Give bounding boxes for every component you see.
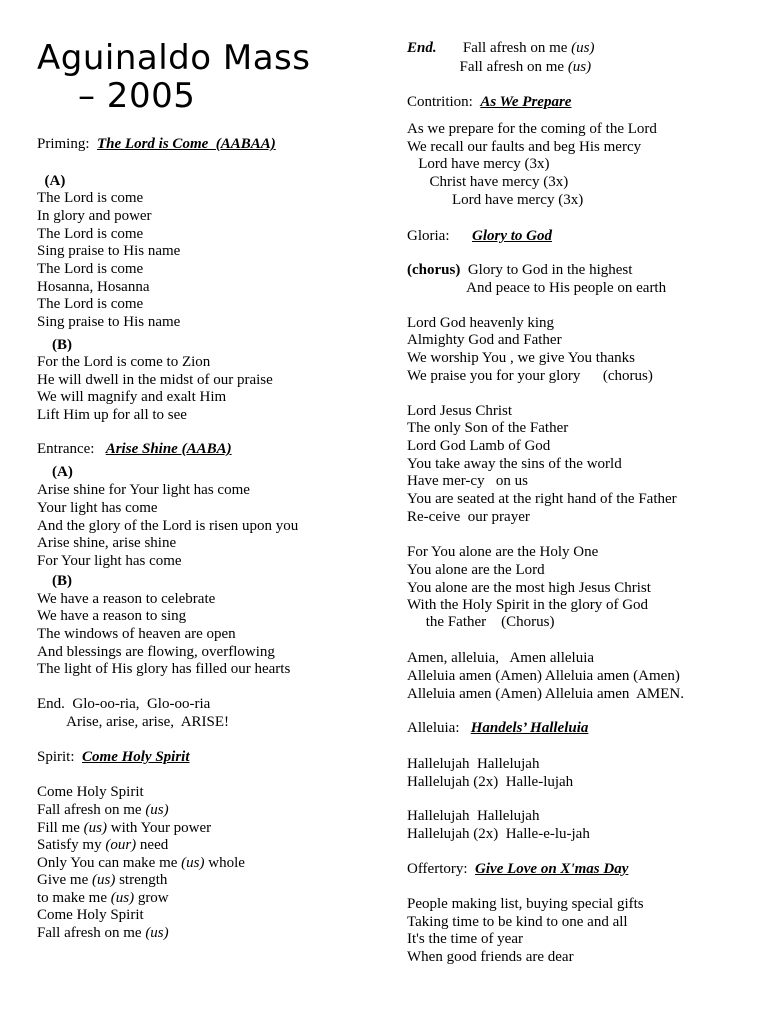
text-line [407,420,568,437]
text-span: (us) [571,40,595,56]
text-span: When good friends are dear [407,949,574,965]
text-span: (chorus) [407,262,461,278]
text-span: Spirit: [37,749,83,765]
text-line [407,280,666,297]
section-heading: Arise Shine (AABA) [105,441,232,457]
text-span: whole [204,855,245,871]
text-line [407,262,632,279]
text-line [37,872,167,889]
text-span: Offertory: [407,861,476,877]
text-line [37,296,143,313]
text-span: Taking time to be kind to one and all [407,914,628,930]
text-line [407,192,583,209]
text-line [407,473,528,490]
text-span: (our) [105,837,137,853]
text-line [407,686,684,703]
text-line [37,261,143,278]
text-line [407,121,657,138]
text-span: (us) [145,925,169,941]
text-span: For the Lord is come to Zion [37,354,211,370]
text-span: For Your light has come [37,553,182,569]
text-line [407,438,550,455]
text-span: As we prepare for the coming of the Lord [407,121,657,137]
text-line [407,597,648,614]
text-line [407,826,590,843]
text-line [37,372,273,389]
text-line [37,553,182,570]
text-span: Only You can make me [37,855,182,871]
text-span: need [136,837,169,853]
text-line [407,896,644,913]
text-span: The only Son of the Father [407,420,569,436]
text-span: You take away the sins of the world [407,456,622,472]
text-span: Your light has come [37,500,158,516]
text-span: Fall afresh on me [37,802,146,818]
text-line [407,614,554,631]
text-line [37,925,169,942]
text-span: We worship You , we give You thanks [407,350,635,366]
text-line [37,441,232,458]
text-line [37,573,72,590]
text-line [37,482,250,499]
text-span: The Lord is come [37,261,144,277]
text-line [37,354,210,371]
text-span: (us) [181,855,205,871]
text-span: The Lord is come [37,226,144,242]
text-line [407,580,651,597]
text-span: The Lord is come [37,190,144,206]
text-line [407,720,588,737]
text-line [37,749,190,766]
text-span: (us) [91,872,116,888]
text-span: (us) [110,890,135,906]
text-span: (A) [37,173,66,189]
text-line [407,861,628,878]
text-span: Fill me [37,820,84,836]
text-span: with Your power [107,820,212,836]
section-heading: Give Love on X'mas Day [475,861,629,877]
text-span: And blessings are flowing, overflowing [37,644,275,660]
text-span: And the glory of the Lord is risen upon you [37,518,299,534]
text-line [37,714,229,731]
text-span: Hallelujah Hallelujah [407,808,540,824]
text-line [407,491,677,508]
text-line [37,784,144,801]
text-line [37,591,215,608]
text-span: The Lord is come [37,296,144,312]
text-span: the Father (Chorus) [407,614,555,630]
text-line [37,407,187,424]
text-span: You alone are the most high Jesus Christ [407,580,651,596]
text-span: We praise you for your glory (chorus) [407,368,653,384]
text-span: For You alone are the Holy One [407,544,599,560]
text-line [407,774,573,791]
text-line [37,626,236,643]
text-span: You alone are the Lord [407,562,545,578]
text-line [37,226,143,243]
text-line [37,802,169,819]
text-span: Hosanna, Hosanna [37,279,150,295]
text-span: We have a reason to celebrate [37,591,216,607]
text-span: Sing praise to His name [37,243,181,259]
text-span: He will dwell in the midst of our praise [37,372,273,388]
text-span: Amen, alleluia, Amen alleluia [407,650,595,666]
text-line [407,332,562,349]
text-line [37,464,73,481]
text-span: Give me [37,872,92,888]
text-span: (us) [83,820,107,836]
text-span: Satisfy my [37,837,106,853]
text-line [407,544,598,561]
text-span: Almighty God and Father [407,332,562,348]
text-span: Hallelujah (2x) Halle-lujah [407,774,574,790]
text-span: Re-ceive our prayer [407,509,530,525]
text-line [407,756,539,773]
text-span: Entrance: [37,441,106,457]
text-line [37,696,210,713]
text-span: (B) [37,573,72,589]
text-span: Have mer-cy on us [407,473,528,489]
text-line [407,403,512,420]
text-line [407,94,571,111]
text-span: Lord have mercy (3x) [407,192,584,208]
text-span: Come Holy Spirit [37,907,144,923]
text-line [37,279,149,296]
text-span: And peace to His people on earth [407,280,667,296]
text-line [407,914,628,931]
text-span: End. Glo-oo-ria, Glo-oo-ria [37,696,211,712]
document-title-year: – 2005 [78,76,196,116]
text-line [407,174,568,191]
text-line [407,368,653,385]
text-span: Sing praise to His name [37,314,181,330]
text-span: Christ have mercy (3x) [407,174,569,190]
document-title: Aguinaldo Mass [37,38,311,78]
text-span: grow [134,890,169,906]
text-line [37,314,180,331]
section-heading: As We Prepare [480,94,572,110]
text-span: Lift Him up for all to see [37,407,187,423]
text-line [37,608,186,625]
text-line [37,500,158,517]
text-line [37,535,176,552]
text-line [407,350,635,367]
text-span: Hallelujah (2x) Halle-e-lu-jah [407,826,590,842]
text-line [37,855,245,872]
text-span: Fall afresh on me [37,925,146,941]
text-line [407,949,574,966]
text-line [37,337,72,354]
text-span: With the Holy Spirit in the glory of God [407,597,649,613]
text-span: (us) [567,59,592,75]
section-heading: The Lord is Come (AABAA) [97,136,276,152]
text-line [37,190,143,207]
text-span: Gloria: [407,228,472,244]
text-line [407,931,523,948]
text-span: (B) [37,337,72,353]
section-heading: Come Holy Spirit [82,749,190,765]
text-line [37,389,226,406]
section-heading: Handels’ Halleluia [470,720,589,736]
text-line [37,243,180,260]
text-span: Come Holy Spirit [37,784,144,800]
text-line [37,644,275,661]
text-span: Lord Jesus Christ [407,403,512,419]
text-span: Alleluia amen (Amen) Alleluia amen (Amen) [407,668,680,684]
text-span: strength [115,872,168,888]
text-span: (us) [145,802,169,818]
text-line [37,820,211,837]
text-line [37,907,144,924]
text-line [407,668,680,685]
text-span: Contrition: [407,94,481,110]
section-heading: Glory to God [472,228,552,244]
text-line [407,650,594,667]
text-span: Priming: [37,136,98,152]
text-span: In glory and power [37,208,152,224]
text-span: Alleluia: [407,720,471,736]
text-span: We have a reason to sing [37,608,187,624]
text-line [407,808,539,825]
text-line [37,837,168,854]
text-span: End. [407,40,437,56]
text-span: Lord God Lamb of God [407,438,551,454]
text-span: The light of His glory has filled our hearts [37,661,291,677]
text-line [407,315,554,332]
text-line [37,890,169,907]
text-span: People making list, buying special gifts [407,896,644,912]
text-line [407,456,622,473]
text-span: Alleluia amen (Amen) Alleluia amen AMEN. [407,686,685,702]
text-line [407,228,552,245]
text-span: Arise shine, arise shine [37,535,177,551]
text-line [407,40,595,57]
text-line [407,156,549,173]
text-line [37,518,298,535]
text-line [407,139,641,156]
text-span: We recall our faults and beg His mercy [407,139,642,155]
text-span: You are seated at the right hand of the Father [407,491,677,507]
text-span: Hallelujah Hallelujah [407,756,540,772]
text-span: (A) [37,464,73,480]
text-span: Arise, arise, arise, ARISE! [37,714,230,730]
text-line [407,59,591,76]
text-span: Fall afresh on me [436,40,572,56]
text-span: It's the time of year [407,931,523,947]
text-span: Glory to God in the highest [460,262,633,278]
text-line [37,208,152,225]
text-span: The windows of heaven are open [37,626,236,642]
text-line [407,509,530,526]
text-span: Arise shine for Your light has come [37,482,250,498]
text-line [37,661,290,678]
text-span: Fall afresh on me [407,59,568,75]
text-line [37,173,65,190]
text-span: We will magnify and exalt Him [37,389,227,405]
text-span: to make me [37,890,111,906]
text-line [37,136,276,153]
text-span: Lord God heavenly king [407,315,555,331]
text-span: Lord have mercy (3x) [407,156,550,172]
text-line [407,562,545,579]
